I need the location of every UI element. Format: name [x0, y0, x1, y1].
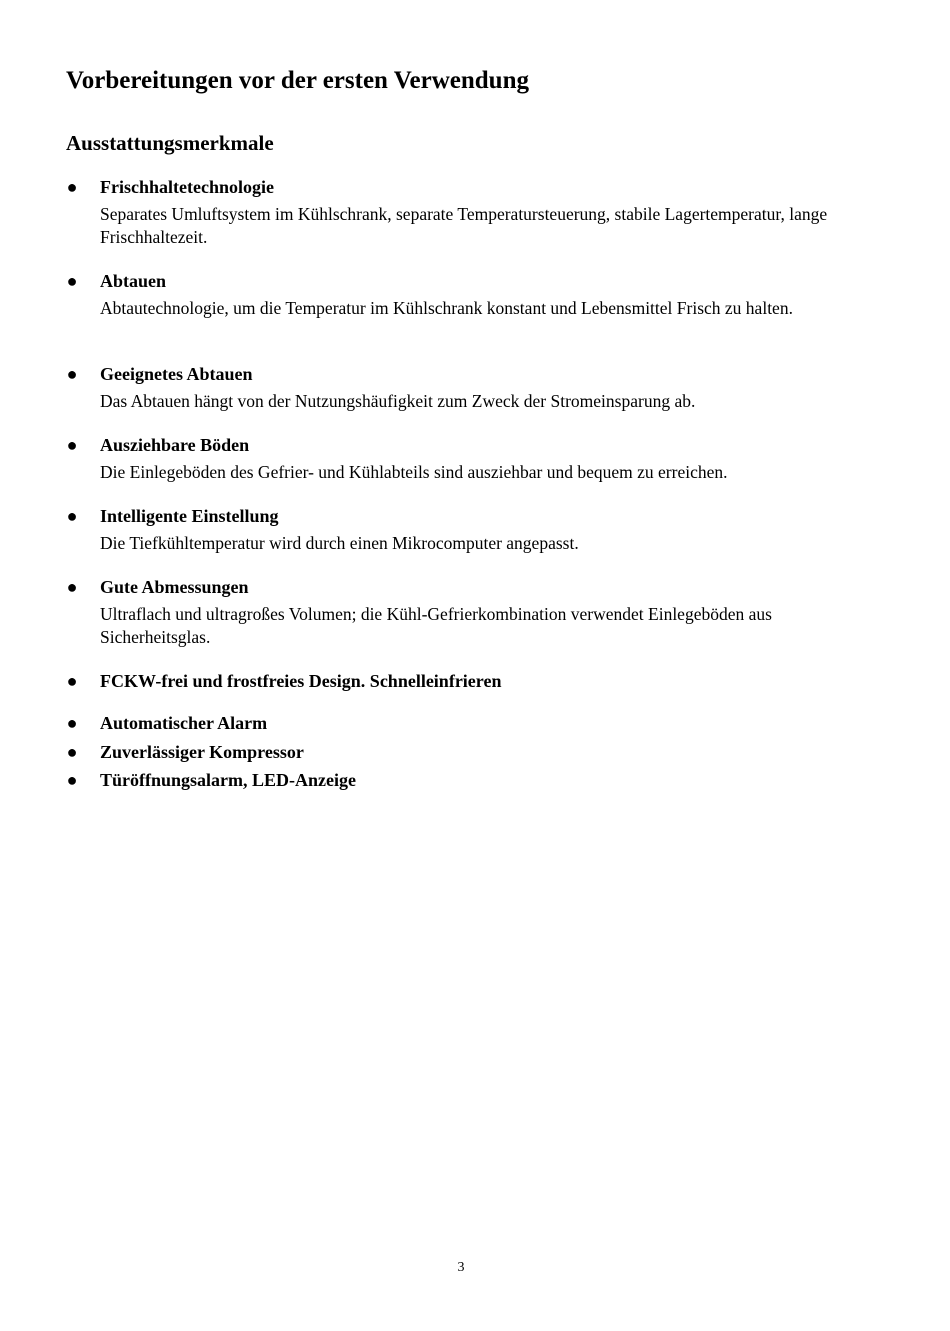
page-title: Vorbereitungen vor der ersten Verwendung	[66, 67, 529, 94]
page-number: 3	[457, 1260, 465, 1275]
bullet-icon: ●	[66, 713, 78, 733]
feature-description: Die Einlegeböden des Gefrier- und Kühlabteils sind ausziehbar und bequem zu erreichen.	[100, 462, 728, 482]
bullet-icon: ●	[66, 435, 78, 455]
bullet-icon: ●	[66, 506, 78, 526]
bullet-icon: ●	[66, 577, 78, 597]
bullet-icon: ●	[66, 177, 78, 197]
feature-title: Frischhaltetechnologie	[100, 177, 274, 197]
feature-title: Ausziehbare Böden	[100, 435, 250, 455]
bullet-icon: ●	[66, 364, 78, 384]
feature-title: Zuverlässiger Kompressor	[100, 742, 304, 762]
feature-title: FCKW-frei und frostfreies Design. Schnelleinfrieren	[100, 671, 502, 691]
feature-title: Intelligente Einstellung	[100, 506, 279, 526]
feature-description: Das Abtauen hängt von der Nutzungshäufigkeit zum Zweck der Stromeinsparung ab.	[100, 391, 696, 411]
feature-title: Abtauen	[100, 271, 167, 291]
feature-description: Die Tiefkühltemperatur wird durch einen Mikrocomputer angepasst.	[100, 533, 579, 553]
bullet-icon: ●	[66, 271, 78, 291]
feature-title: Geeignetes Abtauen	[100, 364, 253, 384]
bullet-icon: ●	[66, 742, 78, 762]
feature-description: Abtautechnologie, um die Temperatur im Kühlschrank konstant und Lebensmittel Frisch zu halten.	[100, 298, 793, 318]
feature-title: Automatischer Alarm	[100, 713, 268, 733]
feature-title: Türöffnungsalarm, LED-Anzeige	[100, 770, 356, 790]
section-title: Ausstattungsmerkmale	[66, 131, 274, 155]
feature-title: Gute Abmessungen	[100, 577, 249, 597]
feature-description: Ultraflach und ultragroßes Volumen; die Kühl-Gefrierkombination verwendet Einlegeböden aus Sicherheitsglas.	[100, 604, 772, 647]
bullet-icon: ●	[66, 770, 78, 790]
bullet-icon: ●	[66, 671, 78, 691]
feature-description: Separates Umluftsystem im Kühlschrank, separate Temperatursteuerung, stabile Lagertemperatur, lange Frischhaltezeit.	[100, 204, 828, 247]
